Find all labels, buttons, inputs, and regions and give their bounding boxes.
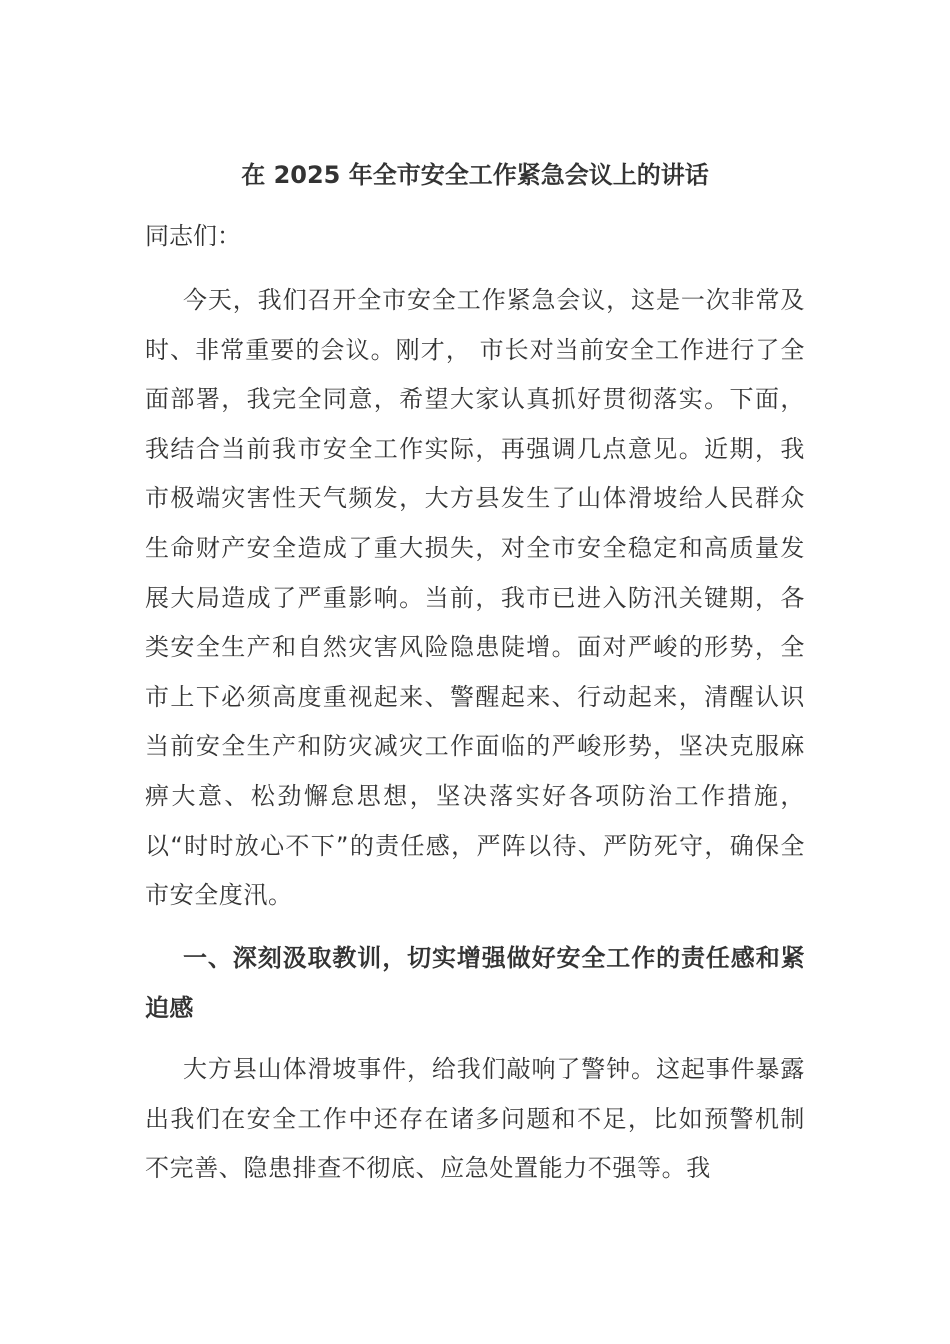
body-section-intro bbox=[145, 276, 805, 921]
section-heading: 一、深刻汲取教训，切实增强做好安全工作的责任感和紧迫感 bbox=[145, 944, 805, 1022]
intro-paragraph: 今天，我们召开全市安全工作紧急会议，这是一次非常及时、非常重要的会议。刚才， 市长对当前安全工作进行了全面部署，我完全同意，希望大家认真抓好贯彻落实。下面，我结合当前我市安全工作实际，再强调几点意见。近期，我市极端灾害性天气频发，大方县发生了山体滑坡给人民群众生命财产安全造成了重大损失，对全市安全稳定和高质量发展大局造成了严重影响。当前，我市已进入防汛关键期，各类安全生产和自然灾害风险隐患陡增。面对严峻的形势，全市上下必须高度重视起来、警醒起来、行动起来，清醒认识当前安全生产和防灾减灾工作面临的严峻形势，坚决克服麻痹大意、松劲懈怠思想，坚决落实好各项防治工作措施，以“时时放心不下”的责任感，严阵以待、严防死守，确保全市安全度汛。 bbox=[145, 286, 805, 910]
section-paragraph: 大方县山体滑坡事件，给我们敲响了警钟。这起事件暴露出我们在安全工作中还存在诸多问题和不足，比如预警机制不完善、隐患排查不彻底、应急处置能力不强等。我 bbox=[145, 1055, 805, 1183]
body-section-content bbox=[145, 1045, 805, 1194]
salutation: 同志们： bbox=[145, 222, 241, 250]
document-title: 在 2025 年全市安全工作紧急会议上的讲话 bbox=[241, 161, 709, 189]
body-section-heading bbox=[145, 934, 805, 1033]
